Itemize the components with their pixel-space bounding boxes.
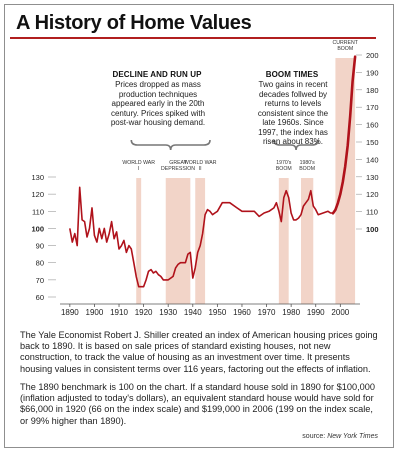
right-tick-label-2: 180	[366, 85, 379, 95]
decline-heading: DECLINE AND RUN UP	[112, 70, 202, 79]
x-tick-label-3: 1920	[134, 308, 153, 317]
decline-brace	[131, 140, 210, 150]
right-tick-label-8: 120	[366, 190, 379, 200]
x-tick-label-0: 1890	[60, 308, 79, 317]
x-tick-label-6: 1950	[208, 308, 227, 317]
left-tick-label-1: 120	[31, 190, 44, 200]
x-tick-label-2: 1910	[110, 308, 128, 317]
band-label-2: WORLD WAR II	[183, 160, 217, 172]
band-label-0: WORLD WAR I	[122, 160, 156, 172]
boom-text: Two gains in recent decades follwed by returns to levels consistent since the late 1960s. Since 1997, the index has risen about 83%.	[257, 80, 329, 146]
band-label-5: CURRENT BOOM	[332, 40, 358, 52]
left-tick-label-7: 60	[35, 293, 44, 302]
right-tick-label-1: 190	[366, 68, 379, 78]
band-label-1: GREAT DEPRESSION	[161, 160, 196, 172]
left-tick-label-2: 110	[32, 207, 44, 217]
left-tick-label-6: 70	[35, 275, 44, 285]
decline-text: Prices dropped as mass production techniques appeared early in the 20th century. Prices spiked with post-war housing demand.	[110, 80, 206, 127]
right-tick-label-5: 150	[366, 138, 379, 147]
band-1	[166, 178, 191, 304]
right-tick-label-6: 140	[366, 155, 379, 165]
band-label-3: 1970's BOOM	[275, 160, 292, 172]
x-tick-label-4: 1930	[159, 308, 178, 317]
right-tick-label-7: 130	[366, 172, 379, 182]
x-tick-label-8: 1970	[257, 308, 276, 317]
right-tick-label-3: 170	[366, 103, 379, 113]
boom-heading: BOOM TIMES	[265, 70, 319, 79]
left-tick-label-0: 130	[31, 173, 44, 182]
source-name: New York Times	[327, 433, 378, 440]
x-tick-label-10: 1990	[306, 308, 325, 317]
left-tick-label-4: 90	[35, 241, 44, 251]
chart-title: A History of Home Values	[10, 12, 257, 35]
x-tick-label-7: 1960	[233, 308, 251, 317]
source-prefix: source:	[302, 433, 326, 440]
description-1: The Yale Economist Robert J. Shiller created an index of American housing prices going back to 1890. It is based on sale prices of standard existing houses, not new construction, to track the value of housing as an investment over time. It presents housing values in consistent terms over 116 years, factoring out the effects of inflation.	[20, 330, 378, 374]
left-tick-label-5: 80	[35, 258, 44, 268]
x-tick-label-1: 1900	[85, 308, 104, 317]
left-tick-label-3: 100	[31, 224, 44, 234]
source-credit	[302, 433, 378, 440]
x-tick-label-9: 1980	[282, 308, 301, 317]
x-tick-label-11: 2000	[331, 308, 350, 317]
description-2: The 1890 benchmark is 100 on the chart. If a standard house sold in 1890 for $100,000 (inflation adjusted to today's dollars), an equivalent standard house would have sold for $66,000 in 1920 (66 on the index scale) and $199,000 in 2006 (199 on the index scale, or 99% higher than 1890).	[20, 382, 375, 426]
band-2	[195, 178, 205, 304]
right-tick-label-4: 160	[366, 120, 379, 130]
right-tick-label-9: 110	[366, 207, 378, 217]
right-tick-label-0: 200	[366, 51, 379, 60]
right-tick-label-10: 100	[366, 225, 379, 234]
x-tick-label-5: 1940	[183, 308, 202, 317]
band-label-4: 1980's BOOM	[299, 160, 316, 172]
